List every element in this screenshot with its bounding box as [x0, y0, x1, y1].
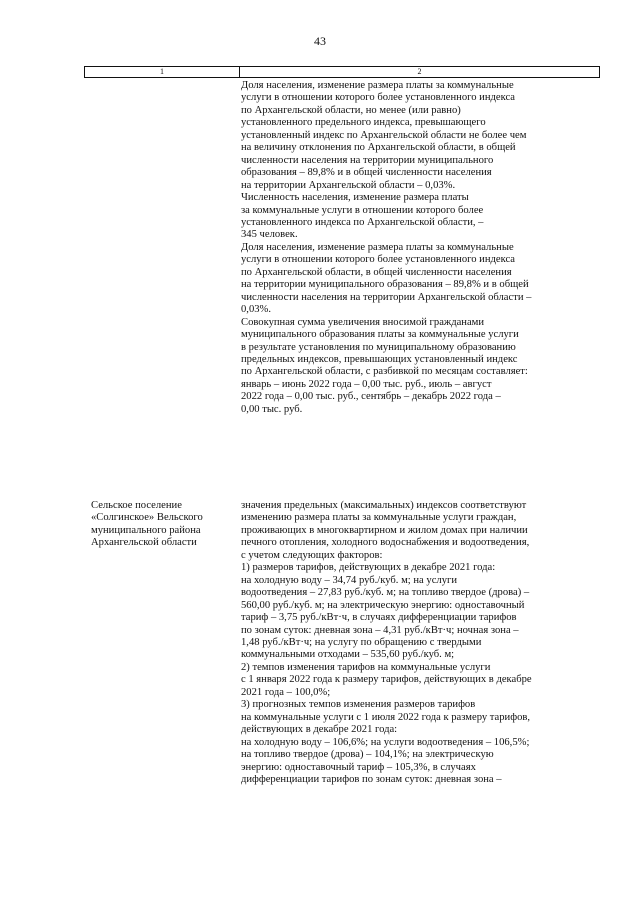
text-line: с 1 января 2022 года к размеру тарифов, действующих в декабре: [241, 674, 532, 686]
text-line: печного отопления, холодного водоснабжения и водоотведения,: [241, 537, 530, 549]
text-line: установленный индекс по Архангельской области не более чем: [241, 129, 527, 141]
text-line: на холодную воду – 34,74 руб./куб. м; на услуги: [241, 574, 458, 586]
text-line: Сельское поселение: [91, 500, 182, 511]
text-line: по зонам суток: дневная зона – 4,31 руб./кВт·ч; ночная зона –: [241, 624, 519, 636]
text-line: январь – июнь 2022 года – 0,00 тыс. руб., июль – август: [241, 378, 492, 390]
text-line: услуги в отношении которого более установленного индекса: [241, 92, 516, 104]
text-line: 0,00 тыс. руб.: [241, 403, 303, 415]
text-line: Доля населения, изменение размера платы за коммунальные: [241, 80, 514, 91]
text-line: значения предельных (максимальных) индексов соответствуют: [241, 500, 527, 511]
text-line: муниципального образования платы за коммунальные услуги: [241, 329, 519, 341]
settlement-description-cell: [241, 500, 532, 786]
table-header-row: [84, 66, 600, 78]
text-line: на величину отклонения по Архангельской области, в общей: [241, 142, 516, 154]
text-line: по Архангельской области, но менее (или равно): [241, 104, 461, 116]
text-line: образования – 89,8% и в общей численности населения: [241, 167, 492, 179]
text-line: 3) прогнозных темпов изменения размеров тарифов: [241, 699, 476, 711]
text-line: Доля населения, изменение размера платы за коммунальные: [241, 241, 514, 253]
text-line: предельных индексов, превышающих установленный индекс: [241, 353, 518, 365]
table-header-col-1: 1: [85, 67, 240, 77]
text-line: установленного предельного индекса, превышающего: [241, 117, 486, 129]
text-line: на территории Архангельской области – 0,03%.: [241, 179, 456, 191]
text-line: 560,00 руб./куб. м; на электрическую энергию: одноставочный: [241, 599, 525, 611]
text-line: Численность населения, изменение размера платы: [241, 192, 469, 204]
page-number: 43: [314, 34, 326, 48]
settlement-name-cell: [91, 500, 203, 550]
text-line: изменению размера платы за коммунальные услуги граждан,: [241, 512, 517, 524]
text-line: за коммунальные услуги в отношении которого более: [241, 204, 484, 216]
text-line: 1) размеров тарифов, действующих в декабре 2021 года:: [241, 562, 496, 574]
text-line: на территории муниципального образования – 89,8% и в общей: [241, 279, 529, 291]
text-line: «Солгинское» Вельского: [91, 512, 203, 524]
text-line: численности населения на территории Архангельской области –: [241, 291, 532, 303]
text-line: с учетом следующих факторов:: [241, 549, 383, 561]
text-line: на холодную воду – 106,6%; на услуги водоотведения – 106,5%;: [241, 736, 530, 748]
text-line: коммунальными отходами – 535,60 руб./куб. м;: [241, 649, 455, 661]
text-line: на коммунальные услуги с 1 июля 2022 года к размеру тарифов,: [241, 711, 531, 723]
text-line: 0,03%.: [241, 304, 272, 316]
text-line: действующих в декабре 2021 года:: [241, 724, 398, 736]
table-header-col-2: 2: [417, 67, 422, 76]
text-line: по Архангельской области, с разбивкой по месяцам составляет:: [241, 366, 528, 378]
text-line: 2022 года – 0,00 тыс. руб., сентябрь – декабрь 2022 года –: [241, 391, 501, 403]
text-line: по Архангельской области, в общей численности населения: [241, 266, 512, 278]
indicator-text-block: [241, 80, 531, 416]
text-line: установленного индекса по Архангельской области, –: [241, 216, 484, 228]
text-line: Совокупная сумма увеличения вносимой гражданами: [241, 316, 485, 328]
text-line: услуги в отношении которого более установленного индекса: [241, 254, 516, 266]
text-line: в результате установления по муниципальному образованию: [241, 341, 516, 353]
text-line: тариф – 3,75 руб./кВт·ч, в случаях дифференциации тарифов: [241, 612, 517, 624]
text-line: 1,48 руб./кВт·ч; на услугу по обращению с твердыми: [241, 636, 482, 648]
text-line: на топливо твердое (дрова) – 104,1%; на электрическую: [241, 749, 494, 761]
text-line: Архангельской области: [91, 537, 197, 549]
text-line: 345 человек.: [241, 229, 298, 241]
text-line: дифференциации тарифов по зонам суток: дневная зона –: [241, 773, 502, 785]
text-line: 2) темпов изменения тарифов на коммунальные услуги: [241, 661, 491, 673]
text-line: энергию: одноставочный тариф – 105,3%, в случаях: [241, 761, 476, 773]
text-line: муниципального района: [91, 524, 201, 536]
text-line: численности населения на территории муниципального: [241, 154, 494, 166]
text-line: проживающих в многоквартирном и жилом домах при наличии: [241, 524, 528, 536]
text-line: водоотведения – 27,83 руб./куб. м; на топливо твердое (дрова) –: [241, 587, 530, 599]
text-line: 2021 года – 100,0%;: [241, 686, 331, 698]
